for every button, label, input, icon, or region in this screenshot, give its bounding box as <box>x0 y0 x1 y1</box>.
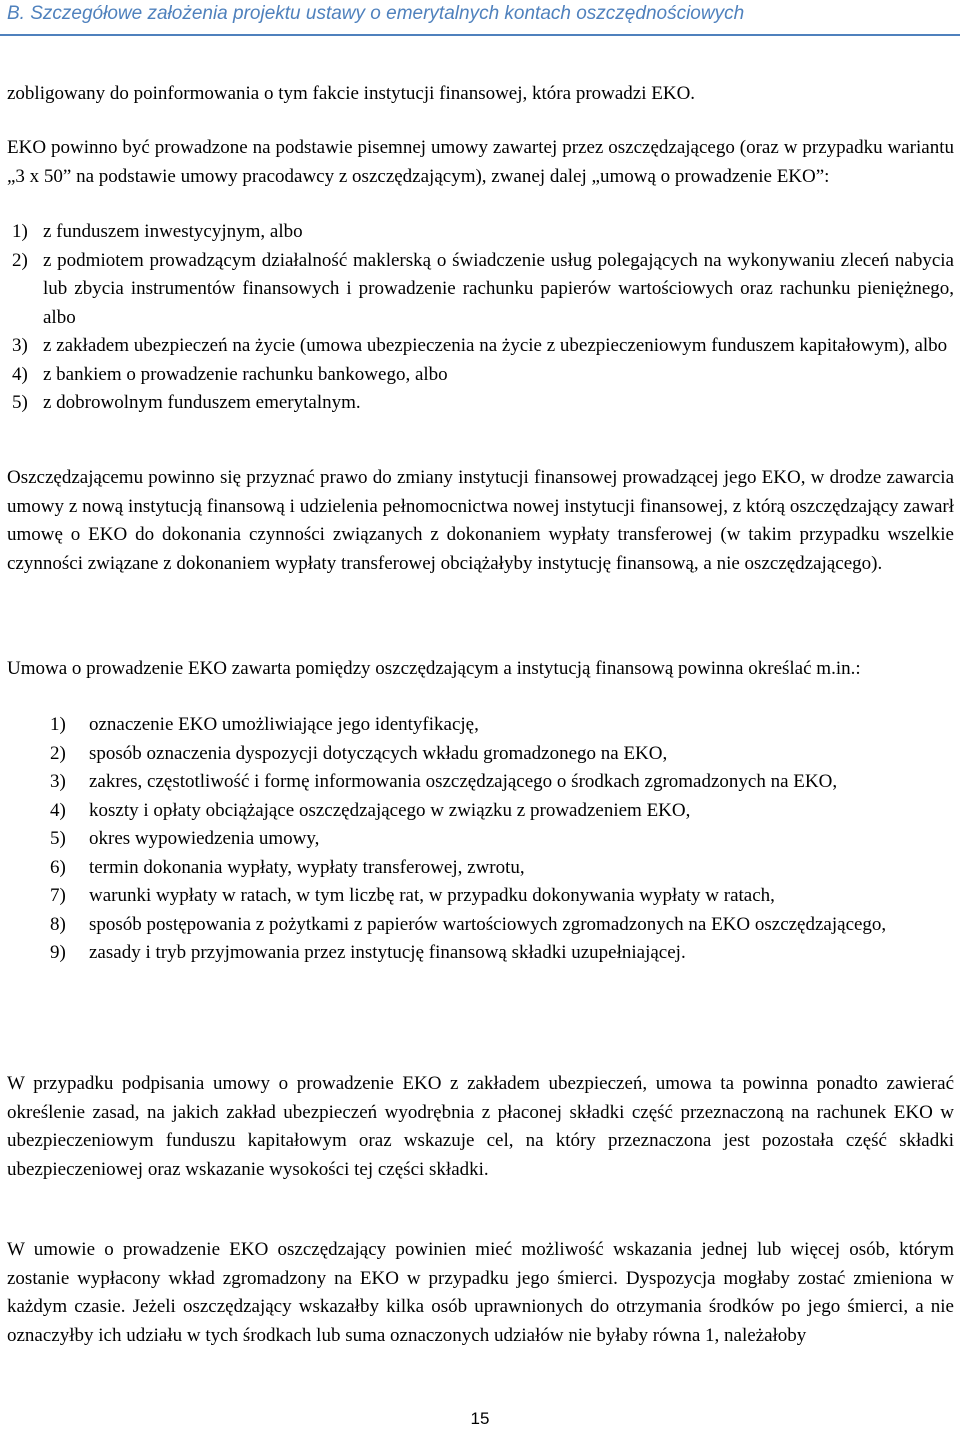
list-text: z podmiotem prowadzącym działalność maklerską o świadczenie usług polegających na wykonywaniu zleceń nabycia lub zbycia instrumentów finansowych i prowadzenie rachunku papierów wartościowych oraz rachunku pieniężnego, albo <box>43 249 954 328</box>
list-number: 6) <box>50 856 66 878</box>
list-number: 4) <box>50 799 66 821</box>
list-item <box>50 882 954 911</box>
list-item <box>50 740 954 769</box>
list-item <box>50 911 954 940</box>
list-item <box>12 218 954 247</box>
running-header: B. Szczegółowe założenia projektu ustawy o emerytalnych kontach oszczędnościowych <box>7 3 745 24</box>
list-text: koszty i opłaty obciążające oszczędzającego w związku z prowadzeniem EKO, <box>89 799 691 821</box>
list-item <box>50 939 954 968</box>
list-number: 5) <box>12 392 28 413</box>
list-text: sposób postępowania z pożytkami z papierów wartościowych zgromadzonych na EKO oszczędzającego, <box>89 913 887 935</box>
list-text: z dobrowolnym funduszem emerytalnym. <box>43 392 361 413</box>
paragraph-continuation: zobligowany do poinformowania o tym fakcie instytucji finansowej, która prowadzi EKO. <box>7 83 696 104</box>
list-text: warunki wypłaty w ratach, w tym liczbę rat, w przypadku dokonywania wypłaty w ratach, <box>89 885 775 906</box>
institution-list <box>12 218 954 418</box>
paragraph-umowa-eko: EKO powinno być prowadzone na podstawie pisemnej umowy zawartej przez oszczędzającego (oraz w przypadku wariantu „3 x 50” na podstawie umowy pracodawcy z oszczędzającym), zwanej dalej „umową o prowadzenie EKO”: <box>7 137 954 187</box>
paragraph-zmiana-instytucji: Oszczędzającemu powinno się przyznać prawo do zmiany instytucji finansowej prowadzącej jego EKO, w drodze zawarcia umowy z nową instytucją finansową i udzielenia pełnomocnictwa nowej instytucji finansowej, z którą oszczędzający zawarł umowę o EKO do dokonania czynności związanych z dokonaniem wypłaty transferowej (w takim przypadku wszelkie czynności związane z dokonaniem wypłaty transferowej obciążałyby instytucję finansową, a nie oszczędzającego). <box>7 467 954 574</box>
list-number: 3) <box>12 335 28 356</box>
page-number: 15 <box>470 1409 490 1428</box>
list-number: 5) <box>50 828 66 849</box>
list-item <box>50 854 954 883</box>
list-text: oznaczenie EKO umożliwiające jego identyfikację, <box>89 714 479 735</box>
list-number: 9) <box>50 942 66 963</box>
list-number: 1) <box>50 714 66 735</box>
list-item <box>50 711 954 740</box>
paragraph-uposazeni: W umowie o prowadzenie EKO oszczędzający powinien mieć możliwość wskazania jednej lub więcej osób, którym zostanie wypłacony wkład zgromadzony na EKO w przypadku jego śmierci. Dyspozycja mogłaby zostać zmieniona w każdym czasie. Jeżeli oszczędzający wskazałby kilka osób uprawnionych do otrzymania środków po jego śmierci, a nie oznaczyłby ich udziału w tych środkach lub suma oznaczonych udziałów nie byłaby równa 1, należałoby <box>7 1239 954 1346</box>
list-text: okres wypowiedzenia umowy, <box>89 828 320 849</box>
list-item <box>12 332 954 361</box>
contract-elements-list <box>50 711 954 968</box>
list-text: termin dokonania wypłaty, wypłaty transferowej, zwrotu, <box>89 856 525 878</box>
list-number: 2) <box>50 742 66 764</box>
list-item <box>12 247 954 333</box>
list-number: 2) <box>12 249 28 271</box>
list-text: zasady i tryb przyjmowania przez instytucję finansową składki uzupełniającej. <box>89 942 686 963</box>
list-number: 4) <box>12 363 28 385</box>
list-text: z zakładem ubezpieczeń na życie (umowa ubezpieczenia na życie z ubezpieczeniowym funduszem kapitałowym), albo <box>43 335 948 356</box>
list-number: 1) <box>12 221 28 242</box>
list-number: 3) <box>50 771 66 792</box>
list-text: zakres, częstotliwość i formę informowania oszczędzającego o środkach zgromadzonych na EKO, <box>89 771 838 792</box>
list-item <box>12 361 954 390</box>
list-item <box>12 389 954 418</box>
list-item <box>50 768 954 797</box>
list-number: 7) <box>50 885 66 906</box>
paragraph-zaklad-ubezpieczen: W przypadku podpisania umowy o prowadzenie EKO z zakładem ubezpieczeń, umowa ta powinna ponadto zawierać określenie zasad, na jakich zakład ubezpieczeń wyodrębnia z płaconej składki część przeznaczoną na rachunek EKO w ubezpieczeniowym funduszu kapitałowym oraz wskazuje cel, na który przeznaczona jest pozostała część składki ubezpieczeniowej oraz wskazanie wysokości tej części składki. <box>7 1073 954 1180</box>
list-text: sposób oznaczenia dyspozycji dotyczących wkładu gromadzonego na EKO, <box>89 742 668 764</box>
list-number: 8) <box>50 913 66 935</box>
list-text: z bankiem o prowadzenie rachunku bankowego, albo <box>43 363 448 385</box>
list-item <box>50 825 954 854</box>
list-text: z funduszem inwestycyjnym, albo <box>43 221 303 242</box>
list-item <box>50 797 954 826</box>
paragraph-umowa-okresla: Umowa o prowadzenie EKO zawarta pomiędzy oszczędzającym a instytucją finansową powinna określać m.in.: <box>7 658 861 679</box>
header-divider <box>0 34 960 36</box>
